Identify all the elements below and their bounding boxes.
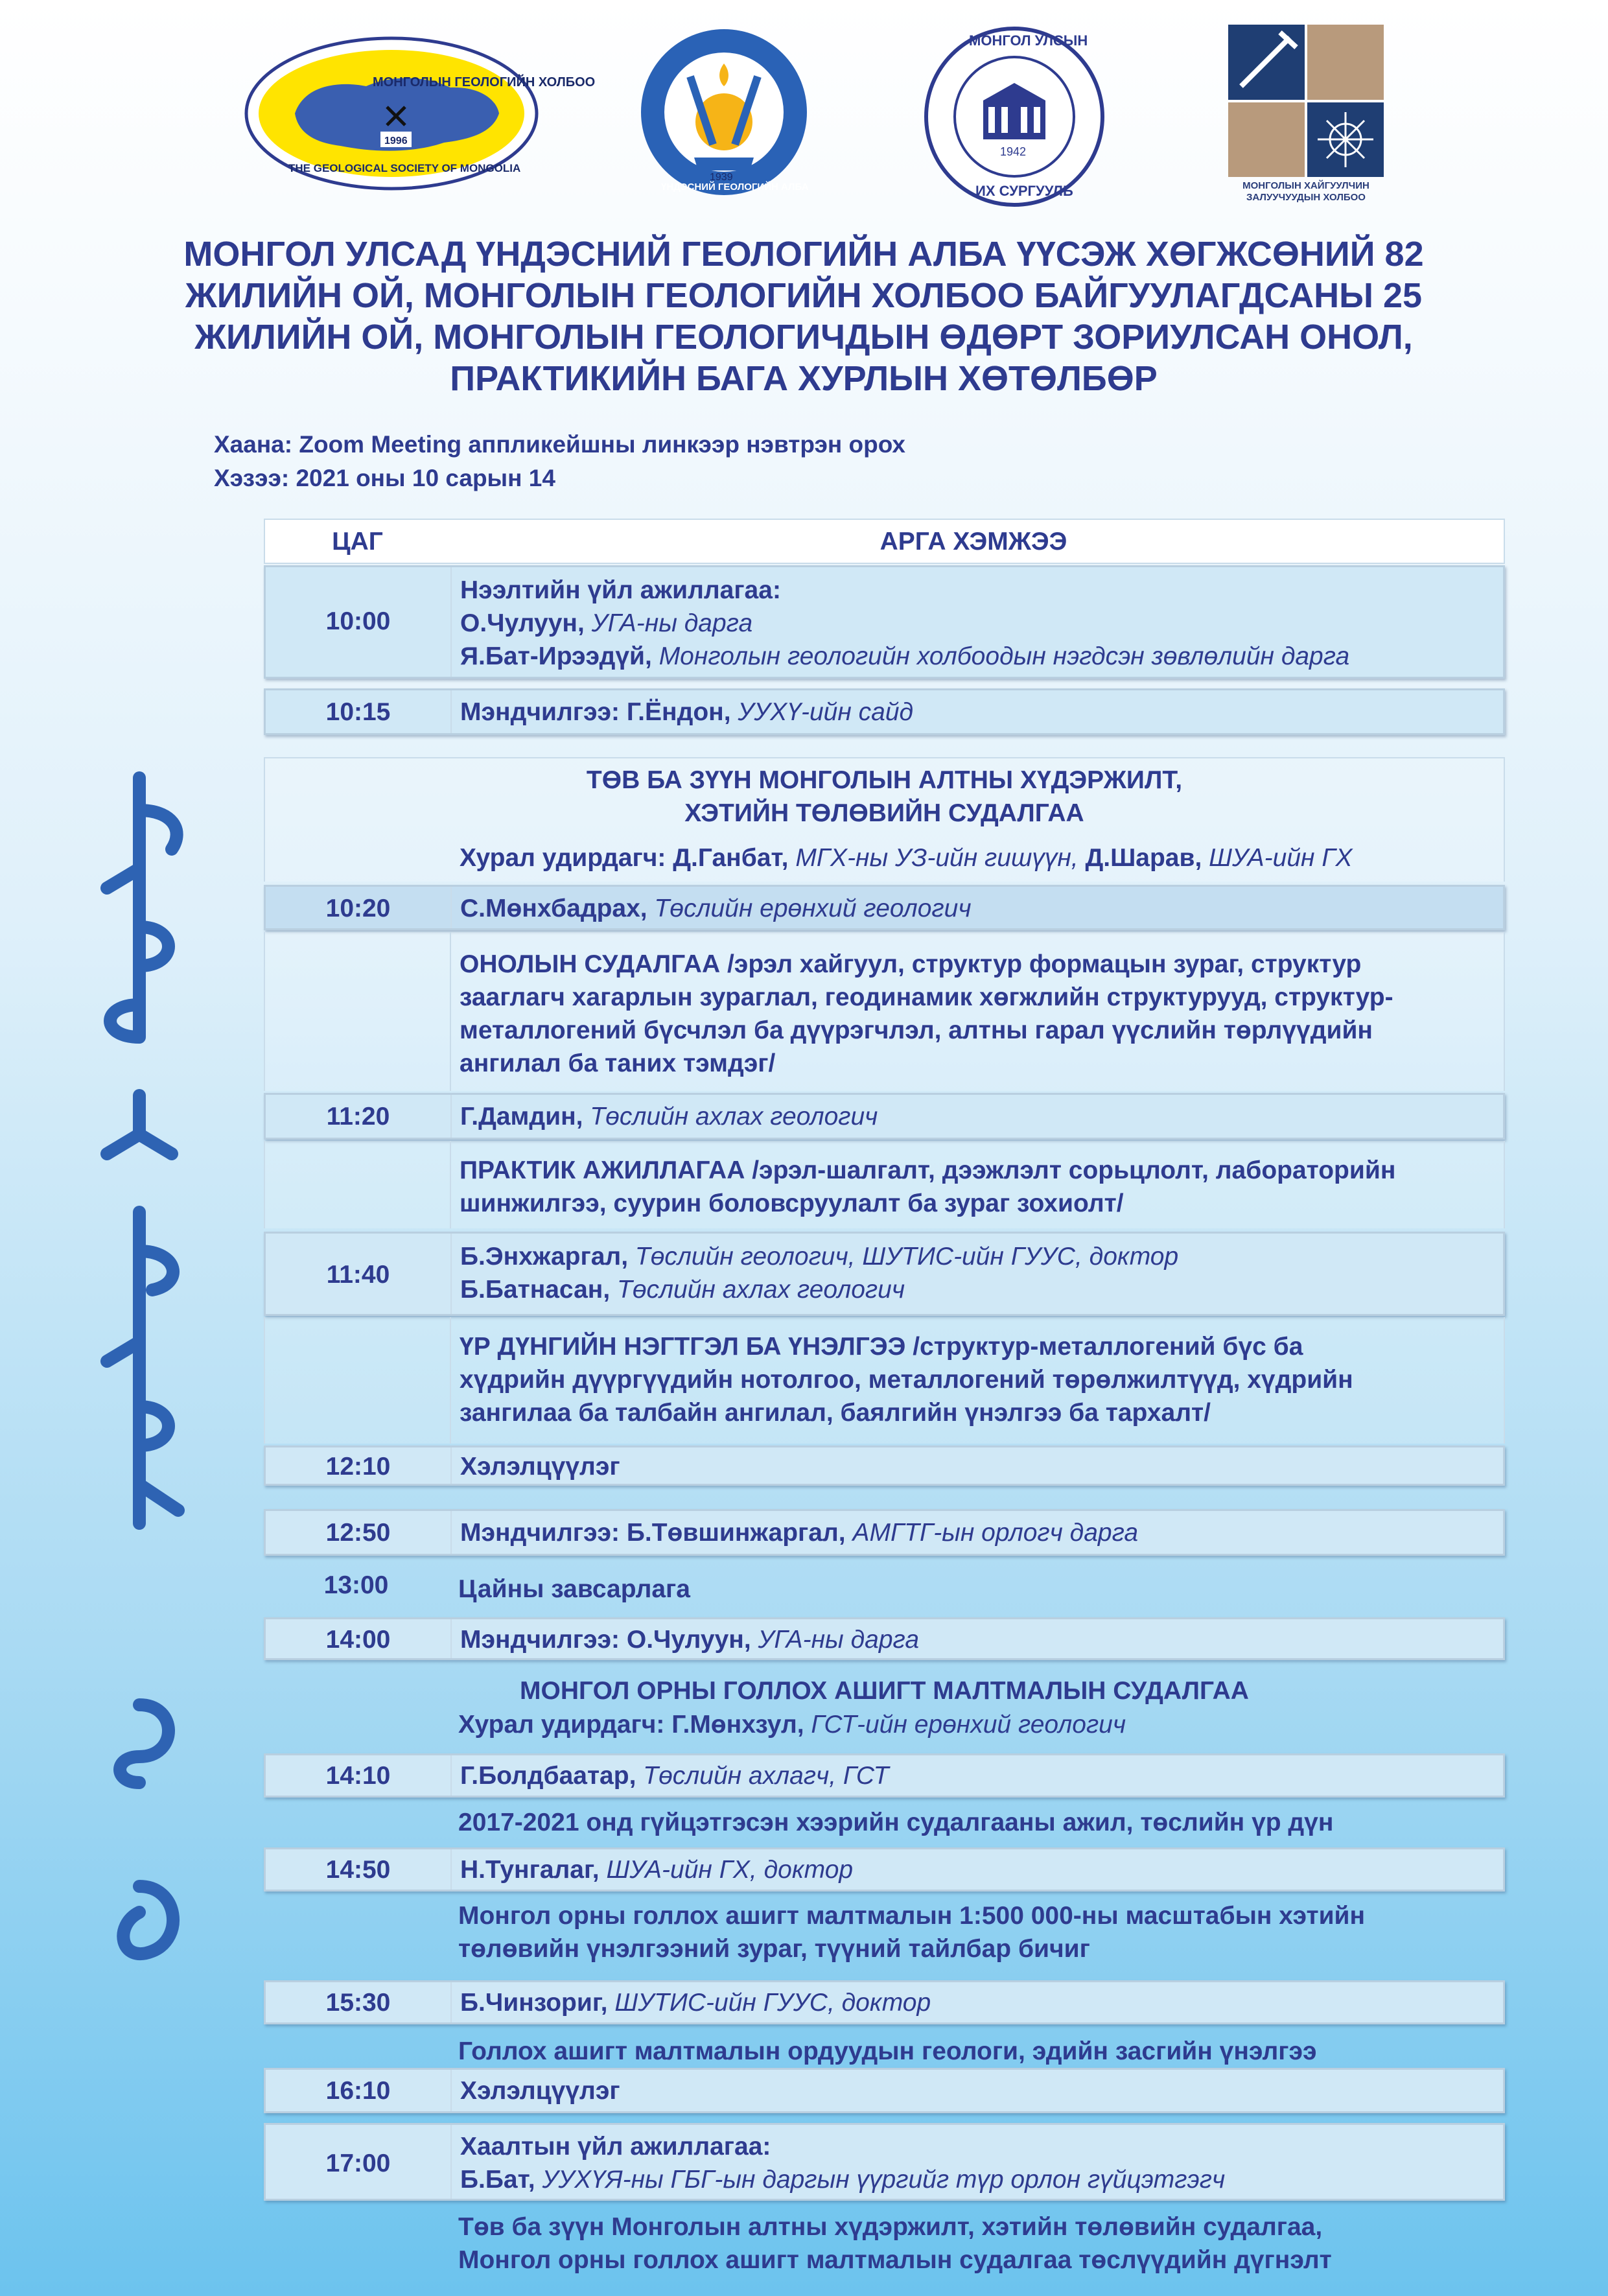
- row-time: 14:50: [325, 1856, 391, 1884]
- event-location: Хаана: Zoom Meeting аппликейшны линкээр нэвтрэн орох: [214, 431, 906, 458]
- speaker-line: [460, 640, 1497, 673]
- topic-line: зааглагч хагарлын зураглал, геодинамик хөгжлийн структурууд, структур-: [460, 983, 1393, 1011]
- column-divider: [450, 887, 452, 928]
- topic-line: шинжилгээ, суурин боловсруулалт ба зураг зохиолт/: [460, 1189, 1124, 1217]
- speaker-name: С.Мөнхбадрах,: [460, 895, 647, 922]
- column-divider: [450, 932, 451, 1091]
- column-divider: [450, 1511, 452, 1554]
- svg-text:ҮНДЭСНИЙ ГЕОЛОГИЙН АЛБА: ҮНДЭСНИЙ ГЕОЛОГИЙН АЛБА: [661, 182, 809, 193]
- table-header: [264, 519, 1505, 564]
- row-time: 14:10: [325, 1762, 391, 1790]
- schedule-row: [264, 565, 1505, 679]
- title-line: ЖИЛИЙН ОЙ, МОНГОЛЫН ГЕОЛОГИЙН ХОЛБОО БАЙГУУЛАГДСАНЫ 25: [185, 276, 1423, 315]
- title-line: ПРАКТИКИЙН БАГА ХУРЛЫН ХӨТӨЛБӨР: [450, 359, 1158, 398]
- section-title: [265, 764, 1504, 830]
- column-divider: [450, 567, 452, 677]
- speaker-name: Н.Тунгалаг,: [460, 1856, 600, 1884]
- topic-line: Төв ба зүүн Монголын алтны хүдэржилт, хэтийн төлөвийн судалгаа,: [458, 2213, 1323, 2241]
- speaker-role: Төслийн геологич, ШУТИС-ийн ГУУС, доктор: [635, 1243, 1179, 1271]
- schedule-row: [264, 1753, 1505, 1798]
- row-time: 11:40: [326, 1261, 390, 1289]
- speaker-name: Я.Бат-Ирээдүй,: [460, 642, 652, 670]
- schedule-row: [264, 885, 1505, 930]
- speaker-line: [460, 607, 1497, 640]
- row-body: [460, 1759, 1497, 1792]
- svg-text:1939: 1939: [710, 172, 733, 183]
- row-body: [460, 1623, 1497, 1656]
- speaker-name: Б.Бат,: [460, 2166, 535, 2194]
- chair-label: Хурал удирдагч:: [460, 844, 666, 872]
- svg-text:1996: 1996: [384, 135, 408, 146]
- row-body: [460, 696, 1497, 729]
- row-body: [460, 1100, 1497, 1133]
- column-header-time: ЦАГ: [332, 528, 383, 556]
- event-meta: [214, 428, 905, 495]
- chair-role: МГХ-ны УЗ-ийн гишүүн,: [795, 844, 1078, 872]
- title-line: МОНГОЛ УЛСАД ҮНДЭСНИЙ ГЕОЛОГИЙН АЛБА ҮҮСЭЖ ХӨГЖСӨНИЙ 82: [183, 235, 1424, 274]
- schedule-row: [264, 1980, 1505, 2024]
- column-divider: [450, 1141, 451, 1228]
- row-body: [460, 1853, 1497, 1886]
- schedule-row: [264, 2123, 1505, 2201]
- section-header: [264, 757, 1505, 882]
- svg-text:МОНГОЛЫН ГЕОЛОГИЙН ХОЛБОО: МОНГОЛЫН ГЕОЛОГИЙН ХОЛБОО: [373, 75, 596, 89]
- topic-text: [460, 948, 1497, 1080]
- speaker-role: Төслийн ахлах геологич: [617, 1276, 905, 1304]
- speaker-role: ШУТИС-ийн ГУУС, доктор: [614, 1989, 931, 2017]
- national-geological-survey-logo: [638, 25, 810, 200]
- young-explorers-logo: [1228, 25, 1384, 209]
- svg-text:THE GEOLOGICAL SOCIETY OF MONG: THE GEOLOGICAL SOCIETY OF MONGOLIA: [288, 162, 521, 174]
- topic-row: [264, 2204, 1505, 2278]
- topic-line: Монгол орны голлох ашигт малтмалын 1:500 000-ны масштабын хэтийн: [458, 1902, 1366, 1930]
- section-title-line: ТӨВ БА ЗҮҮН МОНГОЛЫН АЛТНЫ ХҮДЭРЖИЛТ,: [586, 766, 1183, 794]
- schedule-row: [264, 1564, 1505, 1609]
- row-body: Хэлэлцүүлэг: [460, 2077, 620, 2105]
- session-chair: [458, 1708, 1126, 1741]
- row-body: [460, 2130, 1497, 2196]
- schedule-row: [264, 1093, 1505, 1140]
- mongolian-script-decoration: [75, 758, 204, 2003]
- column-divider: [450, 1755, 452, 1796]
- topic-line: хүдрийн дүүргүүдийн нотолгоо, металлогений төрөлжилтүүд, хүдрийн: [460, 1366, 1353, 1394]
- chair-role: ШУА-ийн ГХ: [1209, 844, 1353, 872]
- schedule-row: [264, 1509, 1505, 1556]
- column-divider: [450, 1234, 452, 1314]
- speaker-name: Б.Батнасан,: [460, 1276, 611, 1304]
- column-header-event: АРГА ХЭМЖЭЭ: [880, 528, 1067, 556]
- row-body: [460, 574, 1497, 673]
- section-title-line: ХЭТИЙН ТӨЛӨВИЙН СУДАЛГАА: [684, 799, 1084, 827]
- speaker-role: УГА-ны дарга: [758, 1626, 920, 1654]
- topic-row: [264, 1317, 1505, 1444]
- row-time: 10:00: [325, 607, 391, 635]
- national-university-logo: [924, 26, 1105, 207]
- chair-name: Д.Ганбат,: [673, 844, 789, 872]
- svg-text:МОНГОЛ УЛСЫН: МОНГОЛ УЛСЫН: [969, 32, 1088, 49]
- topic-row: [264, 932, 1505, 1091]
- chair-label: Хурал удирдагч: Г.Мөнхзул,: [458, 1711, 804, 1739]
- row-body: [460, 892, 1497, 925]
- topic-line: зангилаа ба талбайн ангилал, баялгийн үнэлгээ ба тархалт/: [460, 1399, 1211, 1427]
- topic-text: [460, 1154, 1497, 1220]
- logo-strip: [0, 0, 1608, 207]
- column-divider: [450, 1982, 452, 2022]
- column-divider: [450, 1619, 452, 1658]
- row-time: 12:50: [325, 1519, 391, 1547]
- row-time: 15:30: [325, 1989, 391, 2017]
- page-title: [130, 233, 1478, 399]
- topic-line: төлөвийн үнэлгээний зураг, түүний тайлбар бичиг: [458, 1935, 1090, 1963]
- topic-text: [458, 2210, 1498, 2277]
- row-time: 16:10: [325, 2077, 391, 2105]
- topic-line: ҮР ДҮНГИЙН НЭГТГЭЛ БА ҮНЭЛГЭЭ /структур-металлогений бүс ба: [460, 1333, 1303, 1361]
- speaker-role: Монголын геологийн холбоодын нэгдсэн зөвлөлийн дарга: [658, 642, 1350, 670]
- row-time: 11:20: [326, 1103, 390, 1130]
- row-time: 10:15: [325, 698, 391, 726]
- speaker-line: [460, 2163, 1497, 2196]
- column-divider: [450, 690, 452, 733]
- speaker-line: [460, 1273, 1497, 1306]
- row-title: Нээлтийн үйл ажиллагаа:: [460, 576, 781, 604]
- schedule-row: [264, 1232, 1505, 1316]
- speaker-role: УУХҮ-ийн сайд: [738, 698, 914, 726]
- svg-text:ИХ СУРГУУЛЬ: ИХ СУРГУУЛЬ: [975, 183, 1073, 199]
- schedule-row: [264, 1847, 1505, 1892]
- row-body: [460, 1240, 1497, 1306]
- schedule-row: [264, 688, 1505, 735]
- row-body: Цайны завсарлага: [458, 1575, 690, 1603]
- schedule-row: [264, 1446, 1505, 1486]
- column-divider: [450, 1317, 451, 1444]
- speaker-line: [460, 1240, 1497, 1273]
- speaker-role: ШУА-ийн ГХ, доктор: [606, 1856, 854, 1884]
- speaker-role: Төслийн ахлах геологич: [590, 1103, 878, 1130]
- topic-line: металлогений бүсчлэл ба дүүрэгчлэл, алтны гарал үүслийн төрлүүдийн: [460, 1016, 1373, 1044]
- column-divider: [450, 1095, 452, 1138]
- svg-text:1942: 1942: [1000, 145, 1027, 158]
- row-body: [460, 1516, 1497, 1549]
- column-divider: [450, 2125, 452, 2199]
- row-time: 13:00: [323, 1571, 389, 1599]
- speaker-role: Төслийн ахлагч, ГСТ: [643, 1762, 889, 1790]
- speaker-role: УУХҮЯ-ны ГБГ-ын даргын үүргийг түр орлон гүйцэтгэгч: [542, 2166, 1226, 2194]
- speaker-name: Б.Энхжаргал,: [460, 1243, 629, 1271]
- speaker-name: Г.Болдбаатар,: [460, 1762, 636, 1790]
- speaker-name: Мэндчилгээ: Г.Ёндон,: [460, 698, 731, 726]
- column-divider: [450, 2070, 452, 2111]
- row-body: [460, 1986, 1497, 2019]
- row-time: 12:10: [325, 1453, 391, 1481]
- speaker-role: АМГТГ-ын орлогч дарга: [852, 1519, 1139, 1547]
- schedule-row: [264, 1617, 1505, 1660]
- topic-text: [458, 1899, 1498, 1965]
- topic-text: 2017-2021 онд гүйцэтгэсэн хээрийн судалгааны ажил, төслийн үр дүн: [458, 1809, 1334, 1836]
- topic-row: [264, 1141, 1505, 1228]
- topic-text: [460, 1330, 1497, 1429]
- speaker-name: Мэндчилгээ: О.Чулуун,: [460, 1626, 751, 1654]
- topic-line: ОНОЛЫН СУДАЛГАА /эрэл хайгуул, структур формацын зураг, структур: [460, 950, 1362, 978]
- speaker-role: УГА-ны дарга: [591, 609, 753, 637]
- row-time: 10:20: [325, 895, 391, 922]
- chair-role: ГСТ-ийн ерөнхий геологич: [811, 1711, 1126, 1739]
- young-explorers-emblem-icon: [1228, 25, 1384, 177]
- topic-row: [264, 1894, 1505, 1967]
- column-divider: [450, 1447, 452, 1484]
- column-divider: [450, 1849, 452, 1890]
- speaker-name: Мэндчилгээ: Б.Төвшинжаргал,: [460, 1519, 846, 1547]
- speaker-name: О.Чулуун,: [460, 609, 585, 637]
- schedule-row: [264, 2068, 1505, 2113]
- chair-name: Д.Шарав,: [1085, 844, 1202, 872]
- topic-row: [264, 2026, 1505, 2066]
- session-chair: [460, 841, 1353, 874]
- topic-line: ПРАКТИК АЖИЛЛАГАА /эрэл-шалгалт, дээжлэлт сорьцлолт, лабораторийн: [460, 1156, 1396, 1184]
- geological-society-logo: [243, 36, 596, 191]
- section-header: [264, 1669, 1505, 1746]
- row-time: 17:00: [325, 2150, 391, 2177]
- title-line: ЖИЛИЙН ОЙ, МОНГОЛЫН ГЕОЛОГИЧДЫН ӨДӨРТ ЗОРИУЛСАН ОНОЛ,: [194, 318, 1413, 357]
- topic-line: Монгол орны голлох ашигт малтмалын судалгаа төслүүдийн дүгнэлт: [458, 2246, 1332, 2274]
- speaker-name: Г.Дамдин,: [460, 1103, 583, 1130]
- topic-line: ангилал ба таних тэмдэг/: [460, 1049, 776, 1077]
- young-explorers-caption: МОНГОЛЫН ХАЙГУУЛЧИН ЗАЛУУЧУУДЫН ХОЛБОО: [1242, 180, 1369, 203]
- row-title: Хаалтын үйл ажиллагаа:: [460, 2133, 771, 2161]
- topic-row: [264, 1801, 1505, 1841]
- topic-text: Голлох ашигт малтмалын ордуудын геологи, эдийн засгийн үнэлгээ: [458, 2037, 1317, 2065]
- speaker-name: Б.Чинзориг,: [460, 1989, 608, 2017]
- row-body: Хэлэлцүүлэг: [460, 1453, 620, 1481]
- row-time: 14:00: [325, 1626, 391, 1654]
- section-title: МОНГОЛ ОРНЫ ГОЛЛОХ АШИГТ МАЛТМАЛЫН СУДАЛГАА: [520, 1677, 1249, 1705]
- event-date: Хэзээ: 2021 оны 10 сарын 14: [214, 465, 555, 491]
- speaker-role: Төслийн ерөнхий геологич: [654, 895, 972, 922]
